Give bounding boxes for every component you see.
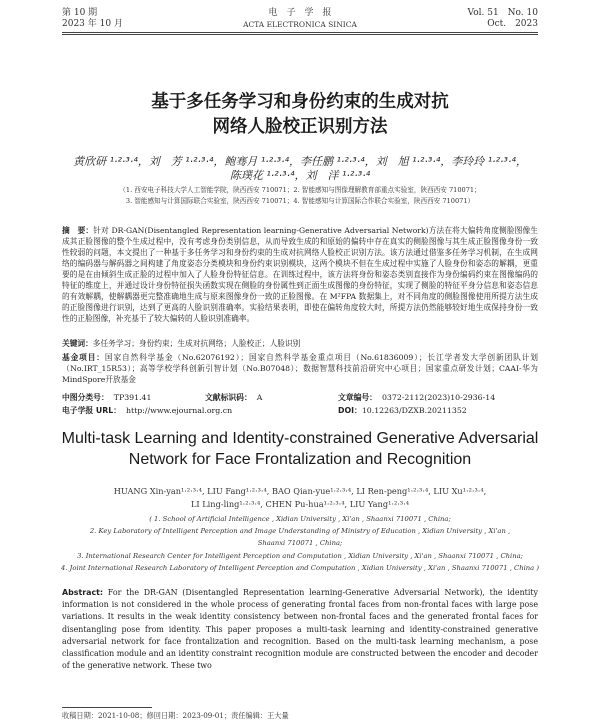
keywords-cn-text: 多任务学习；身份约束；生成对抗网络；人脸校正；人脸识别 bbox=[92, 339, 301, 348]
doi bbox=[338, 405, 467, 417]
clc-number bbox=[62, 392, 151, 404]
volume: Vol. 51 No. 10 bbox=[467, 8, 538, 18]
abstract-cn-label: 摘 要： bbox=[62, 226, 94, 235]
article-number-value: 0372-2112(2023)10-2936-14 bbox=[381, 393, 496, 402]
header-rule-bottom bbox=[62, 34, 538, 35]
affiliation-en-line-1: ( 1. School of Artificial Intelligence , Xidian University , Xi'an , Shaanxi 710071 , China; bbox=[149, 515, 451, 523]
keywords-cn-label: 关键词： bbox=[62, 339, 93, 348]
clc-value: TP391.41 bbox=[113, 393, 152, 402]
authors-en-line-2: LI Ling-ling¹·²·³·⁴, CHEN Pu-hua¹·²·³·⁴, LIU Yang¹·²·³·⁴ bbox=[190, 499, 410, 509]
affiliation-cn-line-1: （1. 西安电子科技大学人工智能学院，陕西西安 710071；2. 智能感知与图像理解教育部重点实验室，陕西西安 710071； bbox=[119, 186, 481, 194]
url-value[interactable]: http://www.ejournal.org.cn bbox=[125, 406, 233, 415]
doi-label: DOI： bbox=[338, 406, 362, 415]
doi-value[interactable]: 10.12263/DZXB.20211352 bbox=[361, 406, 467, 415]
keywords-cn bbox=[62, 338, 538, 349]
affiliation-cn-line-2: 3. 智能感知与计算国际联合实验室，陕西西安 710071；4. 智能感知与计算国际合作联合实验室，陕西西安 710071） bbox=[125, 197, 475, 205]
affiliation-en-line-2: 2. Key Laboratory of Intelligent Perception and Image Understanding of Ministry of Education , Xidian University , Xi'an , bbox=[89, 527, 511, 535]
url-label: 电子学报 URL： bbox=[62, 406, 122, 415]
funding-cn bbox=[62, 352, 538, 386]
title-cn-line-2: 网络人脸校正识别方法 bbox=[212, 117, 388, 137]
title-cn-line-1: 基于多任务学习和身份约束的生成对抗 bbox=[151, 92, 449, 112]
affiliation-en-line-3: Shaanxi 710071 , China; bbox=[257, 539, 343, 547]
journal-url bbox=[62, 405, 232, 417]
doc-code-value: A bbox=[256, 393, 263, 402]
title-en-line-1: Multi-task Learning and Identity-constrained Generative Adversarial bbox=[61, 430, 539, 447]
article-number bbox=[338, 392, 495, 404]
date-en: Oct. 2023 bbox=[487, 19, 538, 29]
footnote-rule bbox=[62, 707, 152, 708]
affiliation-en-line-4: 3. International Research Center for Intelligent Perception and Computation , Xidian University , Xi'an , Shaanxi 710071 , China; bbox=[77, 552, 523, 560]
abstract-en-text: For the DR-GAN (Disentangled Representation learning-Generative Adversarial Network), the identity information is not considered in the whole process of generating frontal faces from non-frontal faces with large pose variations. It results in the weak identity consistency between non-frontal faces and the generated frontal faces for disentangling pose from identity. This paper proposes a multi-task learning and identity-constrained generative adversarial network for face frontalization and recognition. Based on the multi-task learning mechanism, a pose classification module and an identity constraint recognition module are constructed between the encoder and decoder of the generative network. These two bbox=[62, 588, 538, 671]
funding-cn-text: 国家自然科学基金（No.62076192）；国家自然科学基金重点项目（No.61836009）；长江学者发大学创新团队计划（No.IRT_15R53）；高等学校学科创新引智计划（No.B07048）；数据智慧科技前沿研究中心项目；国家重点研发计划；CAAI-华为MindSpore开放基金 bbox=[62, 353, 538, 384]
authors-cn-line-1: 黄欣研 ¹·²·³·⁴，刘 芳 ¹·²·³·⁴，鲍骞月 ¹·²·³·⁴，李任鹏 ¹·²·³·⁴，刘 旭 ¹·²·³·⁴，李玲玲 ¹·²·³·⁴， bbox=[73, 155, 527, 168]
authors-cn-line-2: 陈璞花 ¹·²·³·⁴，刘 洋 ¹·²·³·⁴ bbox=[229, 169, 371, 182]
journal-en: ACTA ELECTRONICA SINICA bbox=[243, 20, 357, 29]
clc-label: 中图分类号： bbox=[62, 393, 109, 402]
doc-code-label: 文献标识码： bbox=[205, 393, 252, 402]
date-cn: 2023 年 10 月 bbox=[62, 19, 123, 29]
received-date-footer: 收稿日期：2021-10-08；修回日期：2023-09-01；责任编辑：王大量 bbox=[62, 711, 289, 720]
affiliation-en-line-5: 4. Joint International Research Laboratory of Intelligent Perception and Computation , Xidian University , Xi'an , Shaanxi 710071 , China ) bbox=[60, 564, 540, 572]
journal-cn: 电 子 学 报 bbox=[268, 8, 332, 18]
abstract-cn bbox=[62, 225, 538, 331]
article-number-label: 文章编号： bbox=[338, 393, 377, 402]
abstract-en-label: Abstract: bbox=[62, 588, 104, 597]
header-rule-top bbox=[62, 32, 538, 33]
funding-cn-label: 基金项目： bbox=[62, 353, 105, 362]
document-code bbox=[205, 392, 262, 404]
authors-en-line-1: HUANG Xin-yan¹·²·³·⁴, LIU Fang¹·²·³·⁴, BAO Qian-yue¹·²·³·⁴, LI Ren-peng¹·²·³·⁴, LIU Xu¹·²·³·⁴, bbox=[113, 486, 487, 496]
abstract-en bbox=[62, 587, 538, 711]
issue-cn: 第 10 期 bbox=[62, 8, 98, 18]
abstract-cn-text: 针对 DR-GAN(Disentangled Representation learning-Generative Adversarial Network)方法在将大偏转角度侧脸图像生成其正脸图像的整个生成过程中，没有考虑身份类别信息，从而导致生成的和原始的偏转中存在真实的侧脸图像与其生成正脸图像身份一致性较弱的问题，本文提出了一种基于多任务学习和身份约束的生成对抗网络人脸校正识别方法。该方法通过借鉴多任务学习机制，在生成网络的编码器与解码器之间构建了角度姿态分类模块和身份约束识别模块，这两个模块不但在生成过程中实施了人脸身份和姿态的解耦，更重要的是在由倾斜生成正脸的过程中加入了人脸身份特征信息。在训练过程中，该方法将身份和姿态类别直接作为身份编码约束在图像编码的特征的维度上，并通过设计身份特征损失函数实现在侧脸的身份属性到正面生成图像的身份特征，实现了侧脸的特征平身分信息和姿态信息的有效解耦，使解耦器更完整准确地生成与原来图像身份一致的正脸图像。在 M²FPA 数据集上，对不同角度的侧脸图像使用所提方法生成的正脸图像进行识别，达到了更高的人脸识别准确率。实验结果表明，即使在偏转角度较大时，所提方法仍然能够较好地生成保持身份一致性的正脸图像，补充基于了较大偏转的人脸识别准确率。 bbox=[62, 226, 538, 323]
title-en-line-2: Network for Face Frontalization and Recognition bbox=[128, 451, 472, 468]
